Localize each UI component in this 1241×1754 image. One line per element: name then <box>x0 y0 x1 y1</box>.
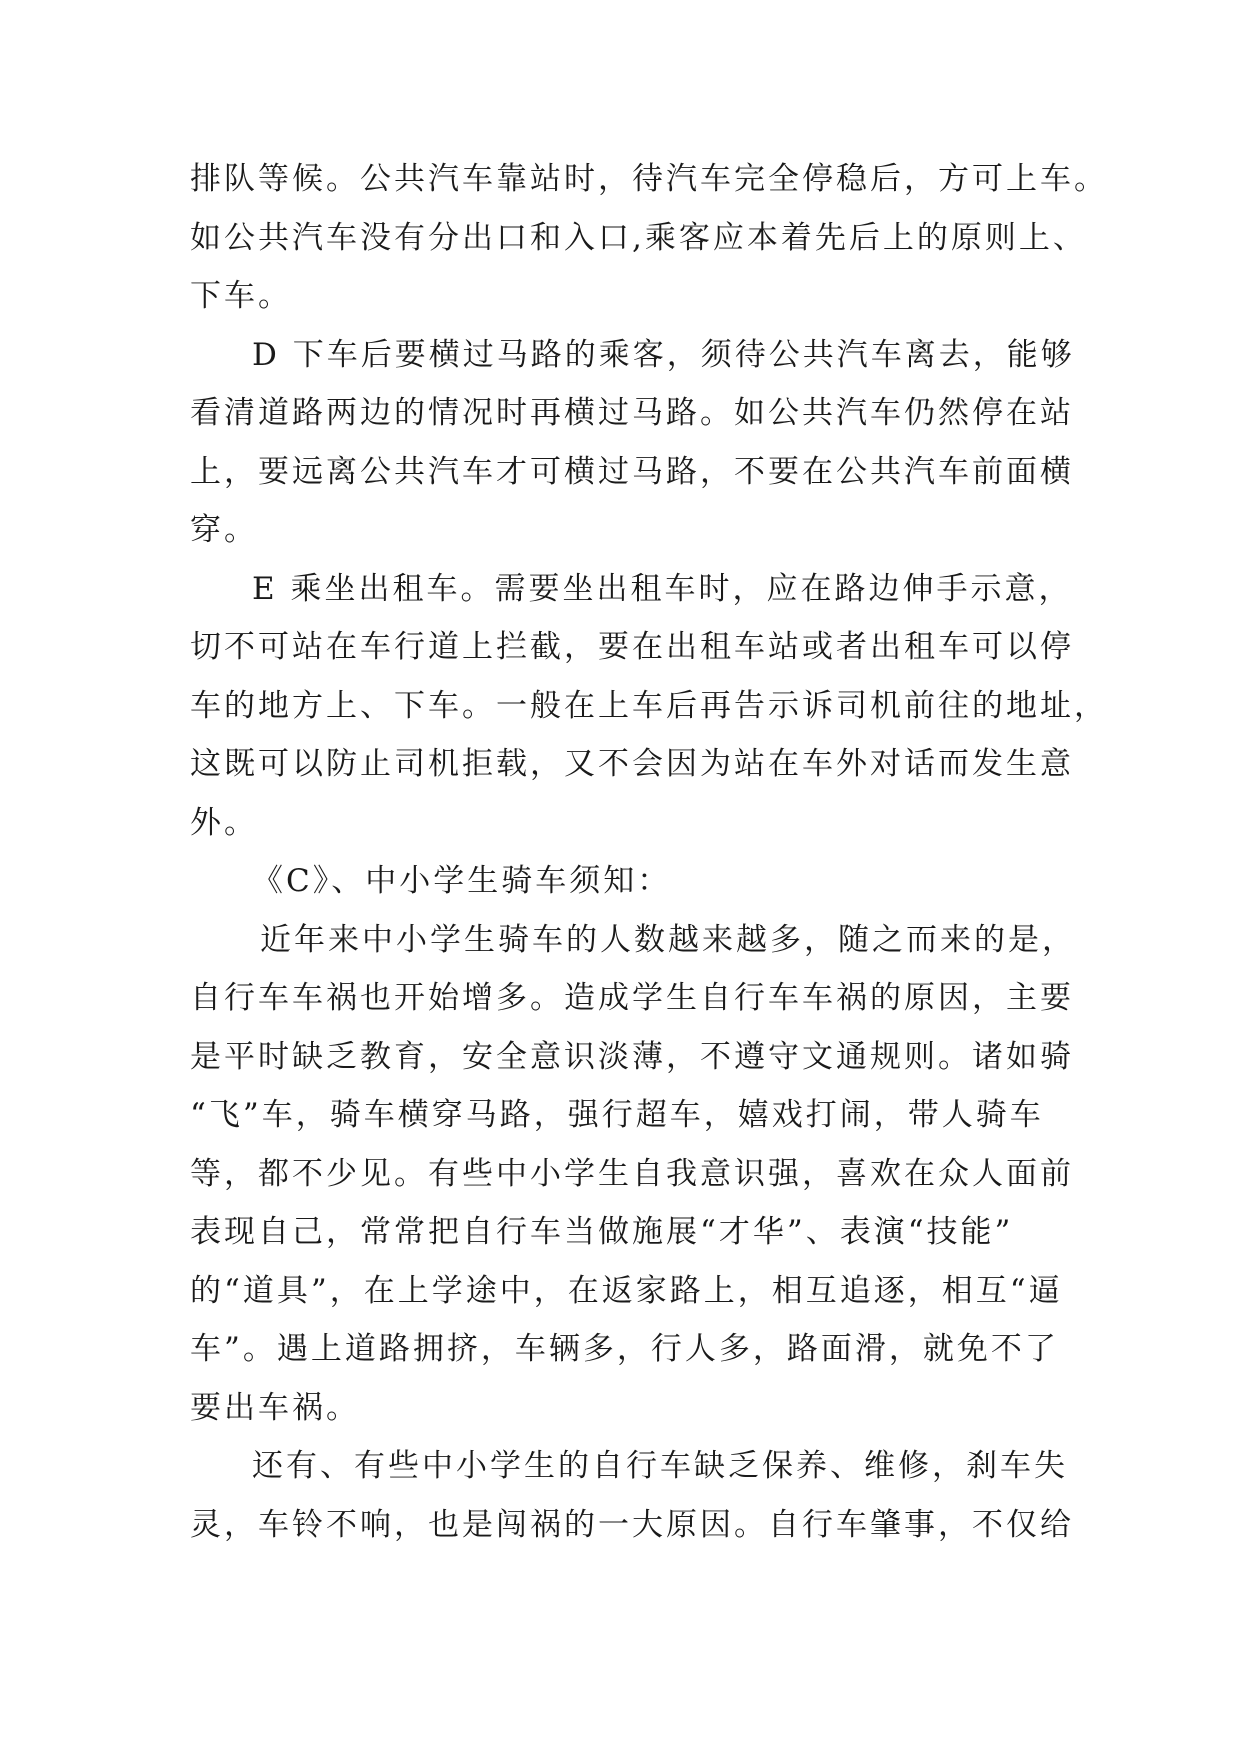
text-line: “飞”车，骑车横穿马路，强行超车，嬉戏打闹，带人骑车 <box>190 1097 1044 1133</box>
text-line: 排队等候。公共汽车靠站时，待汽车完全停稳后，方可上车。 <box>190 161 1108 197</box>
text-line: 外。 <box>190 804 258 841</box>
paragraph-maintenance-first-line: 还有、有些中小学生的自行车缺乏保养、维修，刹车失 <box>252 1448 1068 1484</box>
section-heading-c: 《C》、中小学生骑车须知： <box>252 863 672 899</box>
text-line: 自行车车祸也开始增多。造成学生自行车车祸的原因，主要 <box>190 980 1074 1016</box>
text-line: 车”。遇上道路拥挤，车辆多，行人多，路面滑，就免不了 <box>190 1331 1059 1367</box>
text-line: 这既可以防止司机拒载，又不会因为站在车外对话而发生意 <box>190 746 1074 782</box>
text-line: 如公共汽车没有分出口和入口,乘客应本着先后上的原则上、 <box>190 219 1087 256</box>
text-line: 看清道路两边的情况时再横过马路。如公共汽车仍然停在站 <box>190 395 1074 431</box>
text-line: 要出车祸。 <box>190 1389 360 1426</box>
paragraph-cycling-first-line: 近年来中小学生骑车的人数越来越多，随之而来的是， <box>260 921 1076 958</box>
text-line: 下车。 <box>190 278 292 314</box>
text-line: 的“道具”，在上学途中，在返家路上，相互追逐，相互“逼 <box>190 1272 1063 1309</box>
paragraph-d-first-line: D 下车后要横过马路的乘客，须待公共汽车离去，能够 <box>252 336 1075 373</box>
paragraph-e-first-line: E 乘坐出租车。需要坐出租车时，应在路边伸手示意， <box>252 570 1073 607</box>
text-line: 等，都不少见。有些中小学生自我意识强，喜欢在众人面前 <box>190 1155 1074 1192</box>
text-line: 是平时缺乏教育，安全意识淡薄，不遵守文通规则。诸如骑 <box>190 1038 1074 1075</box>
document-body <box>190 150 1108 1554</box>
text-line: 表现自己，常常把自行车当做施展“才华”、表演“技能” <box>190 1214 1014 1250</box>
text-line: 切不可站在车行道上拦截，要在出租车站或者出租车可以停 <box>190 629 1074 665</box>
text-line: 车的地方上、下车。一般在上车后再告示诉司机前往的地址， <box>190 687 1108 724</box>
text-line: 灵，车铃不响，也是闯祸的一大原因。自行车肇事，不仅给 <box>190 1506 1074 1543</box>
text-line: 上，要远离公共汽车才可横过马路，不要在公共汽车前面横 <box>190 453 1074 490</box>
text-line: 穿。 <box>190 512 258 548</box>
